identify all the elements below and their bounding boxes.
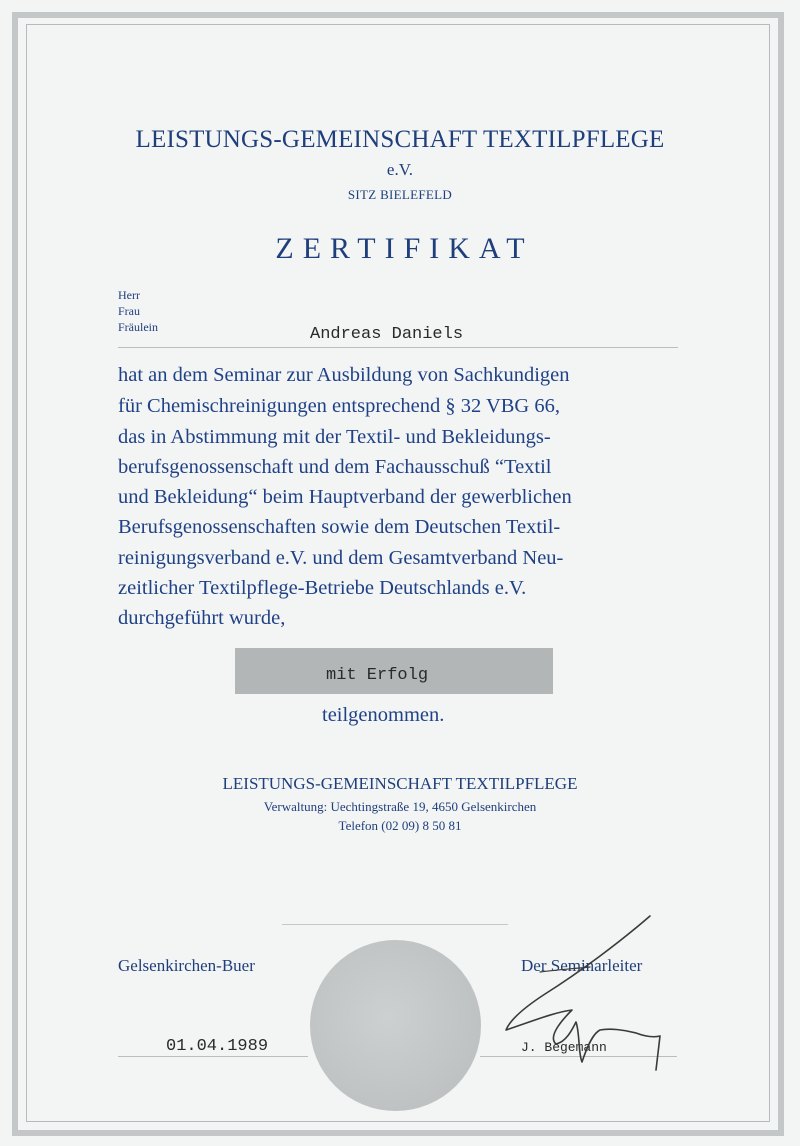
participated-text: teilgenommen. [322, 704, 445, 726]
handwritten-signature [500, 912, 680, 1082]
body-line-6: Berufsgenossenschaften sowie dem Deutschen Textil- [118, 516, 561, 538]
role-label: Der Seminarleiter [521, 956, 643, 975]
footer-organization: LEISTUNGS-GEMEINSCHAFT TEXTILPFLEGE [222, 774, 578, 793]
body-line-7: reinigungsverband e.V. und dem Gesamtverband Neu- [118, 547, 564, 569]
place-label: Gelsenkirchen-Buer [118, 956, 255, 975]
certificate-title: ZERTIFIKAT [275, 232, 534, 265]
salutation-fraeulein: Fräulein [118, 320, 158, 334]
body-line-9: durchgeführt wurde, [118, 607, 286, 629]
seat-label: SITZ BIELEFELD [347, 187, 453, 202]
salutation-frau: Frau [118, 304, 140, 318]
issue-date: 01.04.1989 [166, 1037, 269, 1056]
recipient-name: Andreas Daniels [310, 325, 464, 344]
body-line-8: zeitlicher Textilpflege-Betriebe Deutschlands e.V. [118, 577, 527, 599]
legal-form: e.V. [386, 160, 414, 179]
body-line-3: das in Abstimmung mit der Textil- und Bekleidungs- [118, 426, 551, 448]
body-line-5: und Bekleidung“ beim Hauptverband der gewerblichen [118, 486, 572, 508]
footer-phone: Telefon (02 09) 8 50 81 [338, 818, 462, 833]
organization-title: LEISTUNGS-GEMEINSCHAFT TEXTILPFLEGE [135, 126, 665, 153]
signer-name: J. Begemann [521, 1040, 607, 1055]
body-line-2: für Chemischreinigungen entsprechend § 32 VBG 66, [118, 395, 560, 417]
footer-address: Verwaltung: Uechtingstraße 19, 4650 Gelsenkirchen [263, 799, 537, 814]
date-line [118, 1056, 308, 1057]
body-line-1: hat an dem Seminar zur Ausbildung von Sachkundigen [118, 364, 570, 386]
result-text: mit Erfolg [326, 666, 429, 685]
embossed-seal [310, 940, 481, 1111]
body-line-4: berufsgenossenschaft und dem Fachausschuß “Textil [118, 456, 552, 478]
name-underline [118, 347, 678, 348]
salutation-herr: Herr [118, 288, 140, 302]
decorative-line [282, 924, 508, 925]
